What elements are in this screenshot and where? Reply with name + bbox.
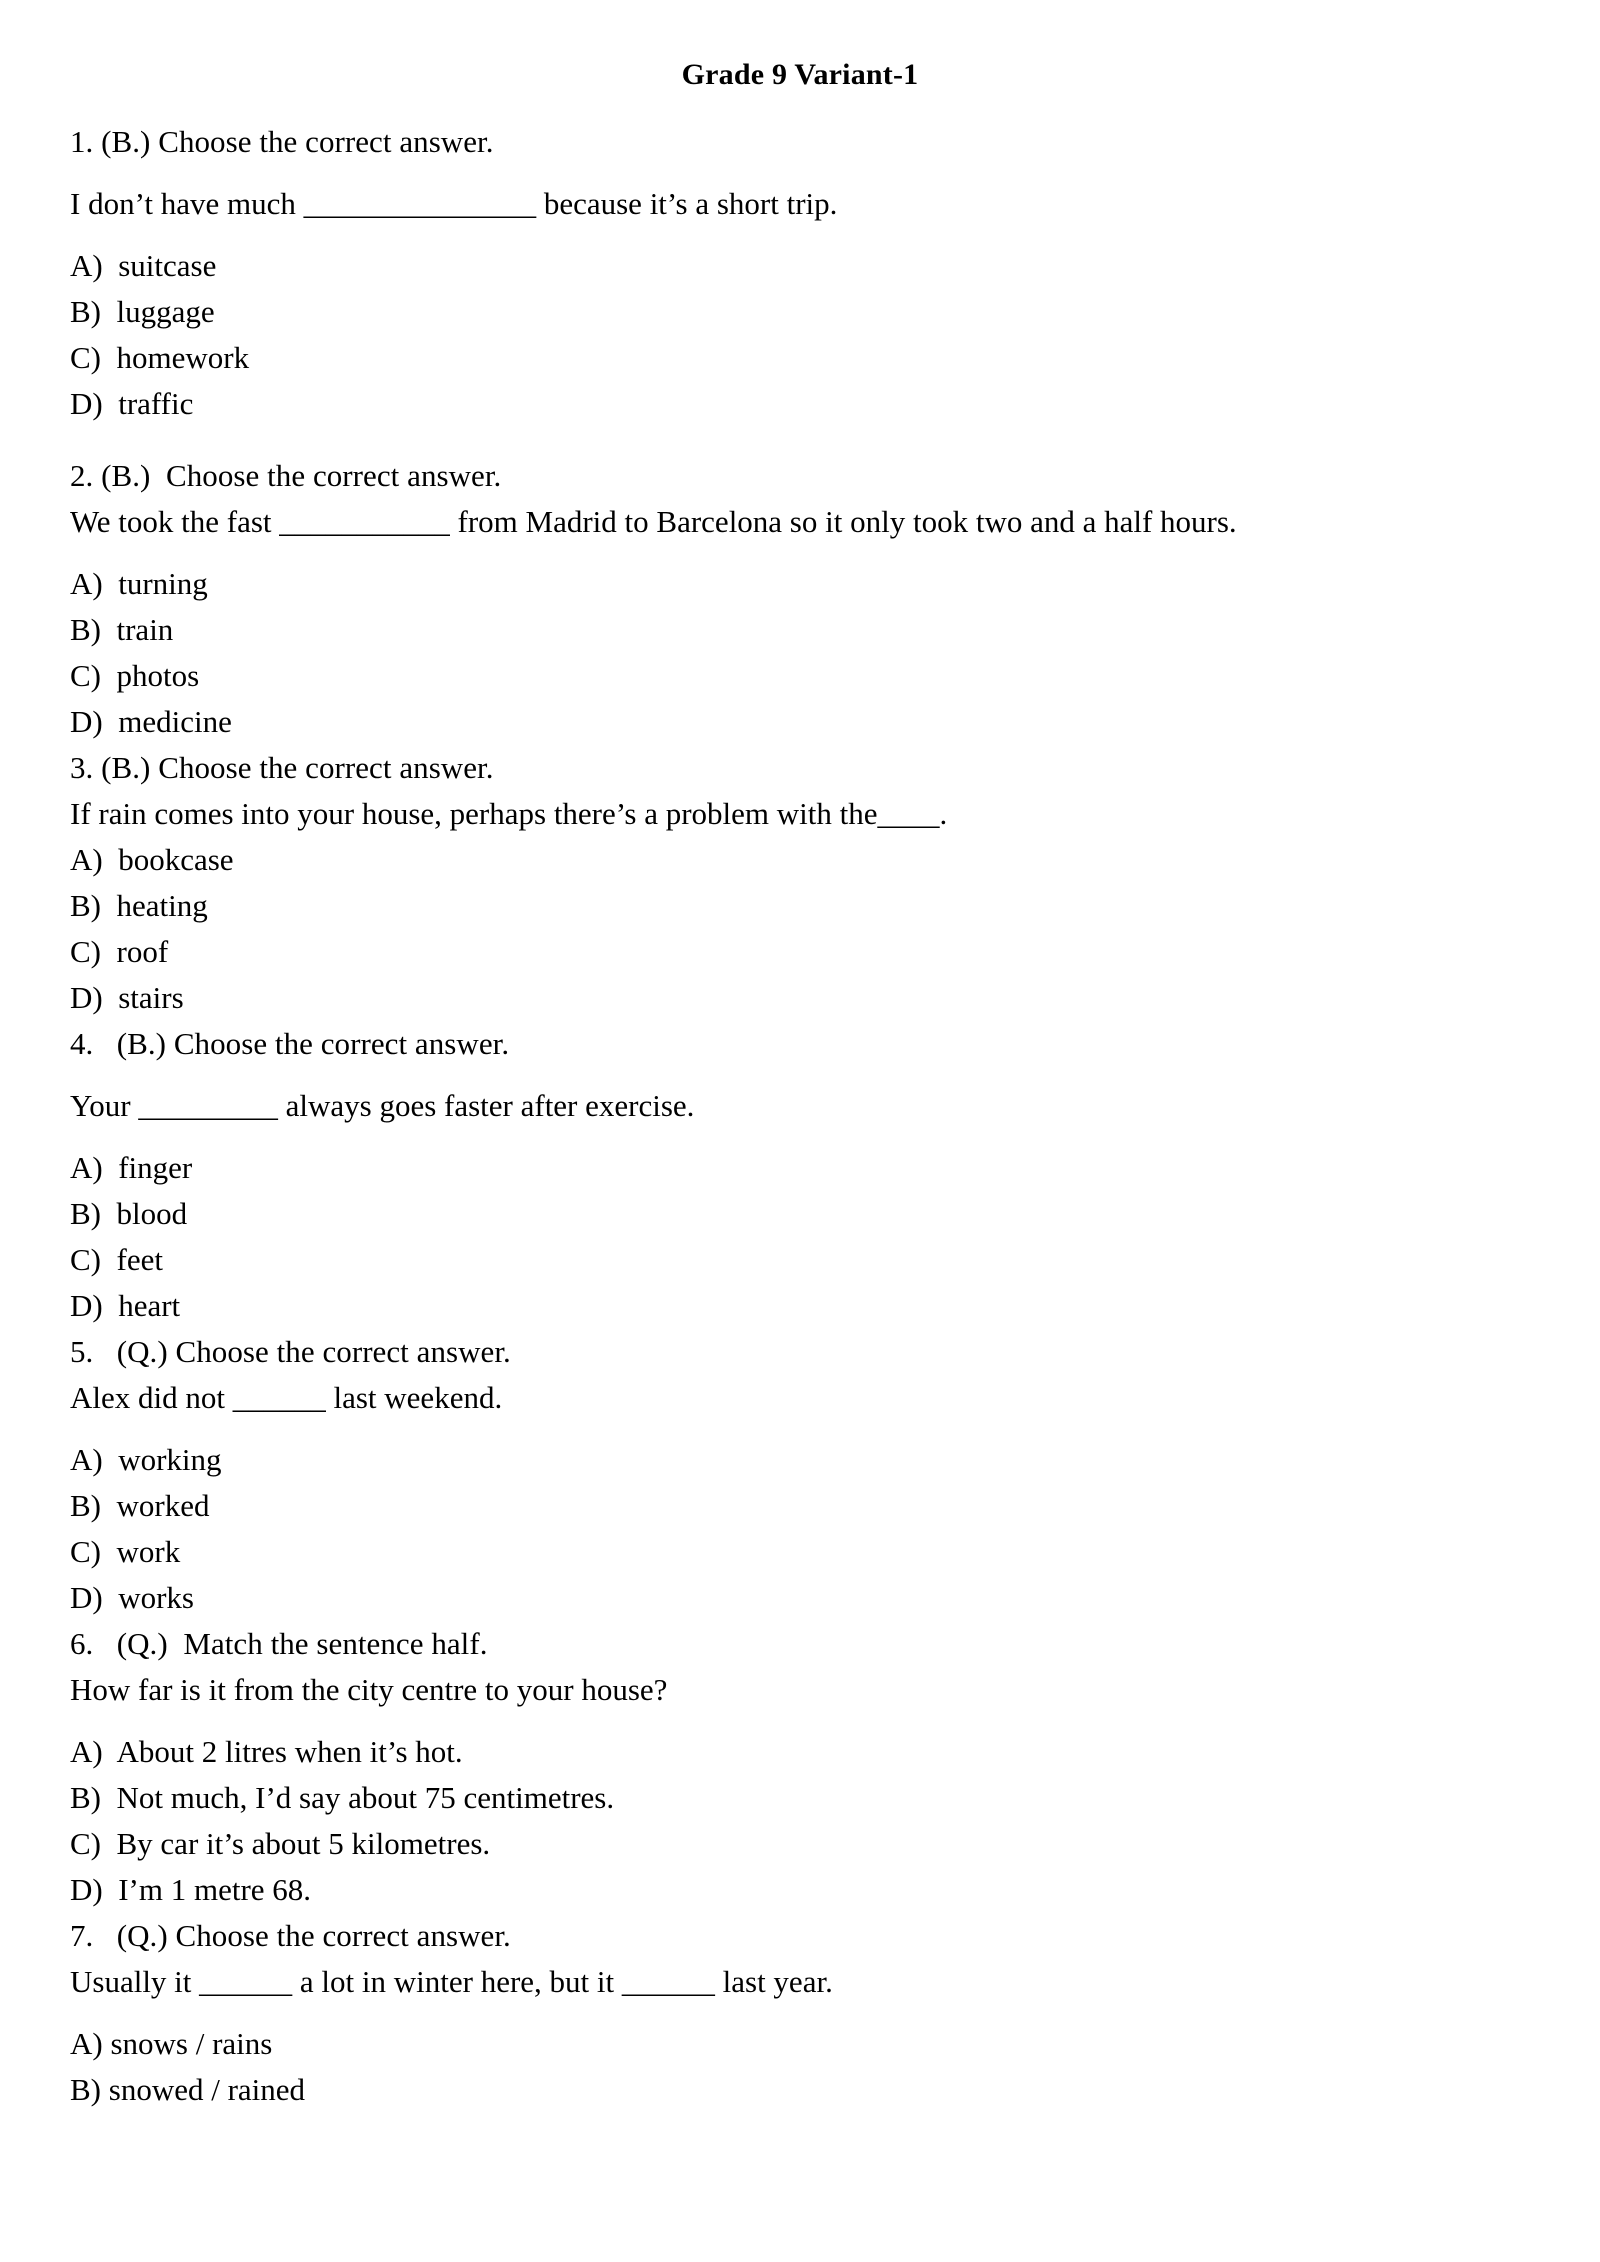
question-6-option-a[interactable]: A) About 2 litres when it’s hot. bbox=[70, 1734, 463, 1769]
question-block-3 bbox=[70, 745, 1530, 1021]
spacer bbox=[70, 1713, 1530, 1729]
question-block-1 bbox=[70, 119, 1530, 427]
spacer bbox=[70, 227, 1530, 243]
question-3-option-b[interactable]: B) heating bbox=[70, 888, 208, 923]
spacer bbox=[70, 1421, 1530, 1437]
question-3-prompt: 3. (B.) Choose the correct answer. bbox=[70, 750, 494, 785]
spacer bbox=[70, 2005, 1530, 2021]
question-6-prompt: 6. (Q.) Match the sentence half. bbox=[70, 1626, 488, 1661]
question-1-option-c[interactable]: C) homework bbox=[70, 340, 250, 375]
spacer bbox=[70, 93, 1530, 119]
page-title: Grade 9 Variant-1 bbox=[681, 58, 919, 91]
question-7-option-a[interactable]: A) snows / rains bbox=[70, 2026, 273, 2061]
question-1-option-d[interactable]: D) traffic bbox=[70, 386, 194, 421]
question-5-option-b[interactable]: B) worked bbox=[70, 1488, 210, 1523]
question-5-prompt: 5. (Q.) Choose the correct answer. bbox=[70, 1334, 511, 1369]
question-4-option-d[interactable]: D) heart bbox=[70, 1288, 181, 1323]
question-block-5 bbox=[70, 1329, 1530, 1621]
question-7-option-b[interactable]: B) snowed / rained bbox=[70, 2072, 306, 2107]
question-block-4 bbox=[70, 1021, 1530, 1329]
question-block-7 bbox=[70, 1913, 1530, 2113]
question-5-stem: Alex did not ______ last weekend. bbox=[70, 1380, 503, 1415]
question-6-option-d[interactable]: D) I’m 1 metre 68. bbox=[70, 1872, 312, 1907]
question-4-prompt: 4. (B.) Choose the correct answer. bbox=[70, 1026, 510, 1061]
question-2-option-a[interactable]: A) turning bbox=[70, 566, 208, 601]
question-4-option-c[interactable]: C) feet bbox=[70, 1242, 163, 1277]
spacer bbox=[70, 1129, 1530, 1145]
question-1-option-b[interactable]: B) luggage bbox=[70, 294, 215, 329]
question-4-option-b[interactable]: B) blood bbox=[70, 1196, 188, 1231]
question-2-option-b[interactable]: B) train bbox=[70, 612, 174, 647]
question-5-option-a[interactable]: A) working bbox=[70, 1442, 222, 1477]
spacer bbox=[70, 427, 1530, 453]
question-1-stem: I don’t have much _______________ because it’s a short trip. bbox=[70, 186, 838, 221]
question-1-prompt: 1. (B.) Choose the correct answer. bbox=[70, 124, 494, 159]
spacer bbox=[70, 1067, 1530, 1083]
question-4-option-a[interactable]: A) finger bbox=[70, 1150, 193, 1185]
question-6-stem: How far is it from the city centre to your house? bbox=[70, 1672, 668, 1707]
question-5-option-c[interactable]: C) work bbox=[70, 1534, 181, 1569]
question-2-stem: We took the fast ___________ from Madrid to Barcelona so it only took two and a half hours. bbox=[70, 504, 1237, 539]
question-6-option-b[interactable]: B) Not much, I’d say about 75 centimetres. bbox=[70, 1780, 615, 1815]
question-2-option-d[interactable]: D) medicine bbox=[70, 704, 232, 739]
question-7-prompt: 7. (Q.) Choose the correct answer. bbox=[70, 1918, 511, 1953]
question-2-prompt: 2. (B.) Choose the correct answer. bbox=[70, 458, 502, 493]
question-3-option-d[interactable]: D) stairs bbox=[70, 980, 184, 1015]
question-block-2 bbox=[70, 453, 1530, 745]
question-7-stem: Usually it ______ a lot in winter here, but it ______ last year. bbox=[70, 1964, 833, 1999]
question-5-option-d[interactable]: D) works bbox=[70, 1580, 194, 1615]
question-4-stem: Your _________ always goes faster after exercise. bbox=[70, 1088, 695, 1123]
question-6-option-c[interactable]: C) By car it’s about 5 kilometres. bbox=[70, 1826, 491, 1861]
spacer bbox=[70, 545, 1530, 561]
spacer bbox=[70, 165, 1530, 181]
question-block-6 bbox=[70, 1621, 1530, 1913]
question-2-option-c[interactable]: C) photos bbox=[70, 658, 200, 693]
question-3-option-c[interactable]: C) roof bbox=[70, 934, 169, 969]
question-3-stem: If rain comes into your house, perhaps there’s a problem with the____. bbox=[70, 796, 948, 831]
question-1-option-a[interactable]: A) suitcase bbox=[70, 248, 217, 283]
question-3-option-a[interactable]: A) bookcase bbox=[70, 842, 234, 877]
